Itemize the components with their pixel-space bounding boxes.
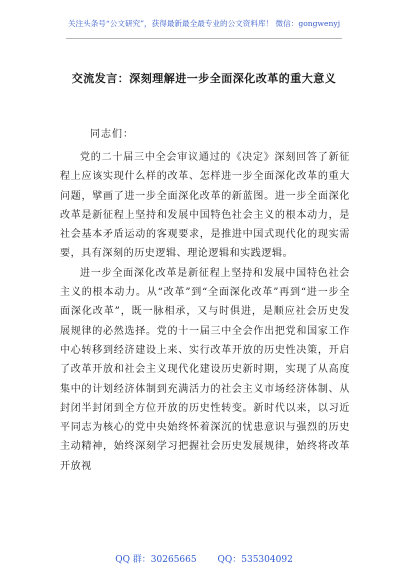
header-divider xyxy=(66,38,342,39)
header-note: 关注头条号“公文研究”，获得最新最全最专业的公文资料库！ 微信：gongwenyj xyxy=(67,19,341,28)
paragraph: 进一步全面深化改革是新征程上坚持和发展中国特色社会主义的根本动力。从“改革”到“全面深化改革”再到“进一步全面深化改革”，既一脉相承，又与时俱进，是顺应社会历史发展规律的必然选择。党的十一届三中全会作出把党和国家工作中心转移到经济建设上来、实行改革开放的历史性决策，开启了改革开放和社会主义现代化建设历史新时期，实现了从高度集中的计划经济体制到充满活力的社会主义市场经济体制、从封闭半封闭到全方位开放的历史性转变。新时代以来，以习近平同志为核心的党中央始终怀着深沉的忧患意识与强烈的历史主动精神，始终深刻学习把握社会历史发展规律，始终将改革开放视 xyxy=(60,267,350,472)
document-body xyxy=(60,148,350,476)
footer-contact xyxy=(0,552,408,565)
paragraph: 党的二十届三中全会审议通过的《决定》深刻回答了新征程上应该实现什么样的改革、怎样进一步全面深化改革的重大问题，擘画了进一步全面深化改革的新蓝图。进一步全面深化改革是新征程上坚持和发展中国特色社会主义的根本动力，是社会基本矛盾运动的客观要求，是推进中国式现代化的现实需要，具有深刻的历史逻辑、理论逻辑和实践逻辑。 xyxy=(60,152,350,260)
qq-contact: QQ：535304092 xyxy=(217,555,293,565)
document-title: 交流发言：深刻理解进一步全面深化改革的重大意义 xyxy=(71,72,337,85)
qq-group-link: QQ 群：30265665 xyxy=(115,555,197,565)
salutation: 同志们： xyxy=(90,129,134,140)
